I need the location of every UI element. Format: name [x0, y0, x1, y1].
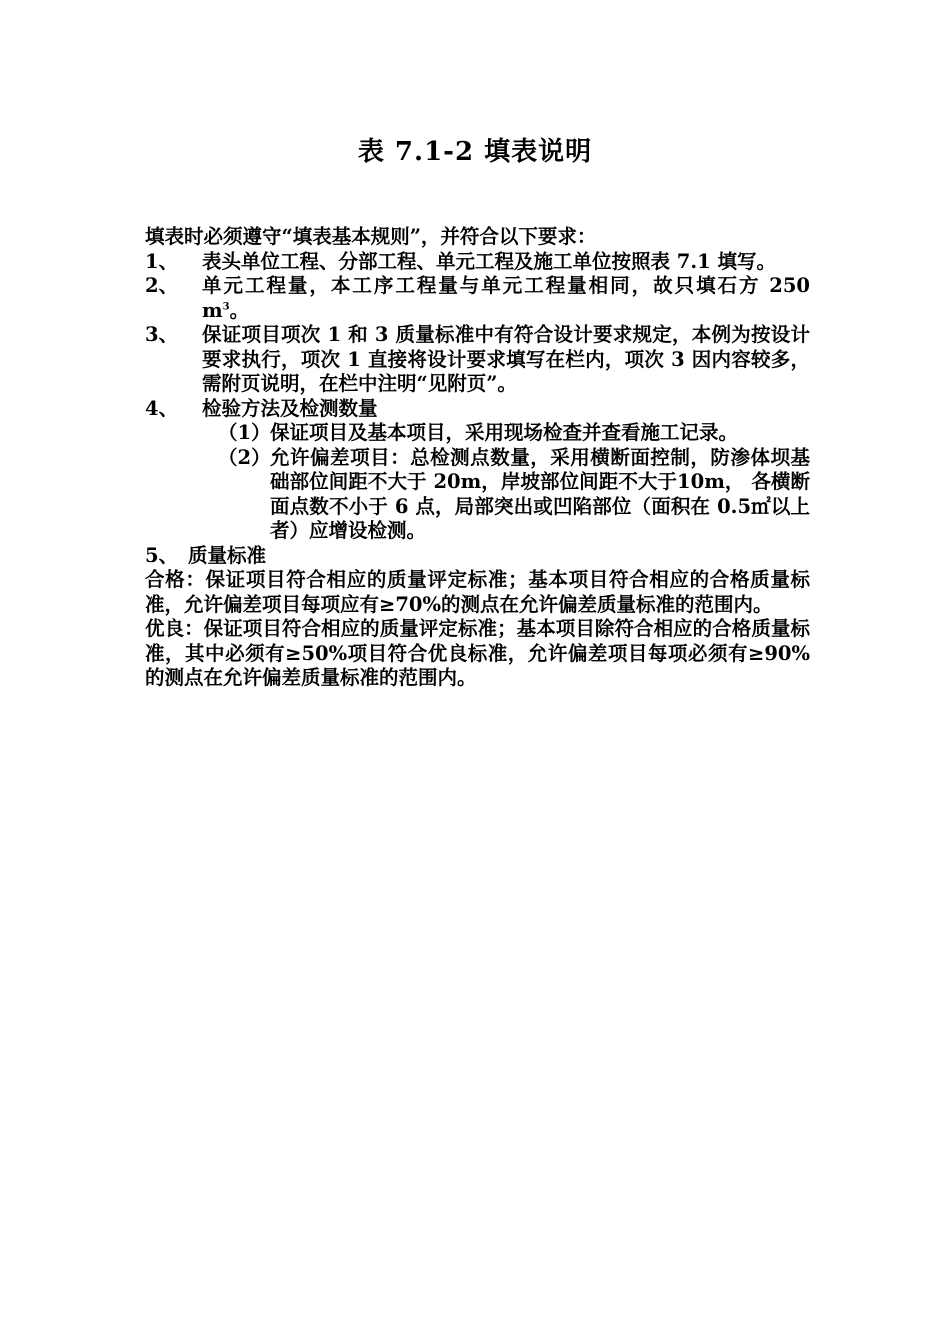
list-item-number: 2、 [145, 274, 179, 297]
list-item-1 [145, 250, 810, 275]
sub-item-text: 允许偏差项目：总检测点数量，采用横断面控制，防渗体坝基础部位间距不大于 20m，岸坡部位间距不大于10m， 各横断面点数不小于 6 点，局部突出或凹陷部位（面积在 0.5㎡以上者）应增设检测。 [270, 445, 810, 542]
page-title: 表 7.1-2 填表说明 [357, 137, 593, 167]
list-item-number: 3、 [145, 323, 179, 346]
sub-item-number: （2） [218, 445, 271, 469]
intro-text: 填表时必须遵守“填表基本规则”，并符合以下要求： [145, 225, 597, 248]
list-item-2 [145, 274, 810, 323]
superscript: 3 [222, 301, 230, 312]
sub-item-2 [145, 446, 810, 544]
list-item-3 [145, 323, 810, 397]
list-item-4 [145, 397, 810, 422]
list-item-text: 检验方法及检测数量 [202, 396, 378, 420]
sub-item-number: （1） [218, 421, 271, 444]
sub-item-text: 保证项目及基本项目，采用现场检查并查看施工记录。 [270, 421, 739, 444]
list-item-5 [145, 544, 810, 569]
document-body [145, 225, 810, 691]
excellent-standard: 优良：保证项目符合相应的质量评定标准；基本项目除符合相应的合格质量标准，其中必须有≥50%项目符合优良标准，允许偏差项目每项必须有≥90%的测点在允许偏差质量标准的范围内。 [145, 617, 810, 689]
list-item-text: 单元工程量，本工序工程量与单元工程量相同，故只填石方 250 $m^3$。 [202, 274, 810, 322]
list-item-number: 1、 [145, 249, 179, 273]
list-item-text: 保证项目项次 1 和 3 质量标准中有符合设计要求规定，本例为按设计要求执行，项次 1 直接将设计要求填写在栏内，项次 3 因内容较多，需附页说明，在栏中注明“见附页”。 [202, 323, 810, 395]
list-item-number: 4、 [145, 396, 179, 420]
list-item-number: 5、 [145, 543, 179, 567]
list-item-text: 表头单位工程、分部工程、单元工程及施工单位按照表 7.1 填写。 [202, 249, 777, 273]
sub-item-1 [145, 421, 810, 446]
qualified-standard: 合格：保证项目符合相应的质量评定标准；基本项目符合相应的合格质量标准，允许偏差项目每项应有≥70%的测点在允许偏差质量标准的范围内。 [145, 568, 810, 616]
list-item-text: 质量标准 [188, 543, 267, 567]
